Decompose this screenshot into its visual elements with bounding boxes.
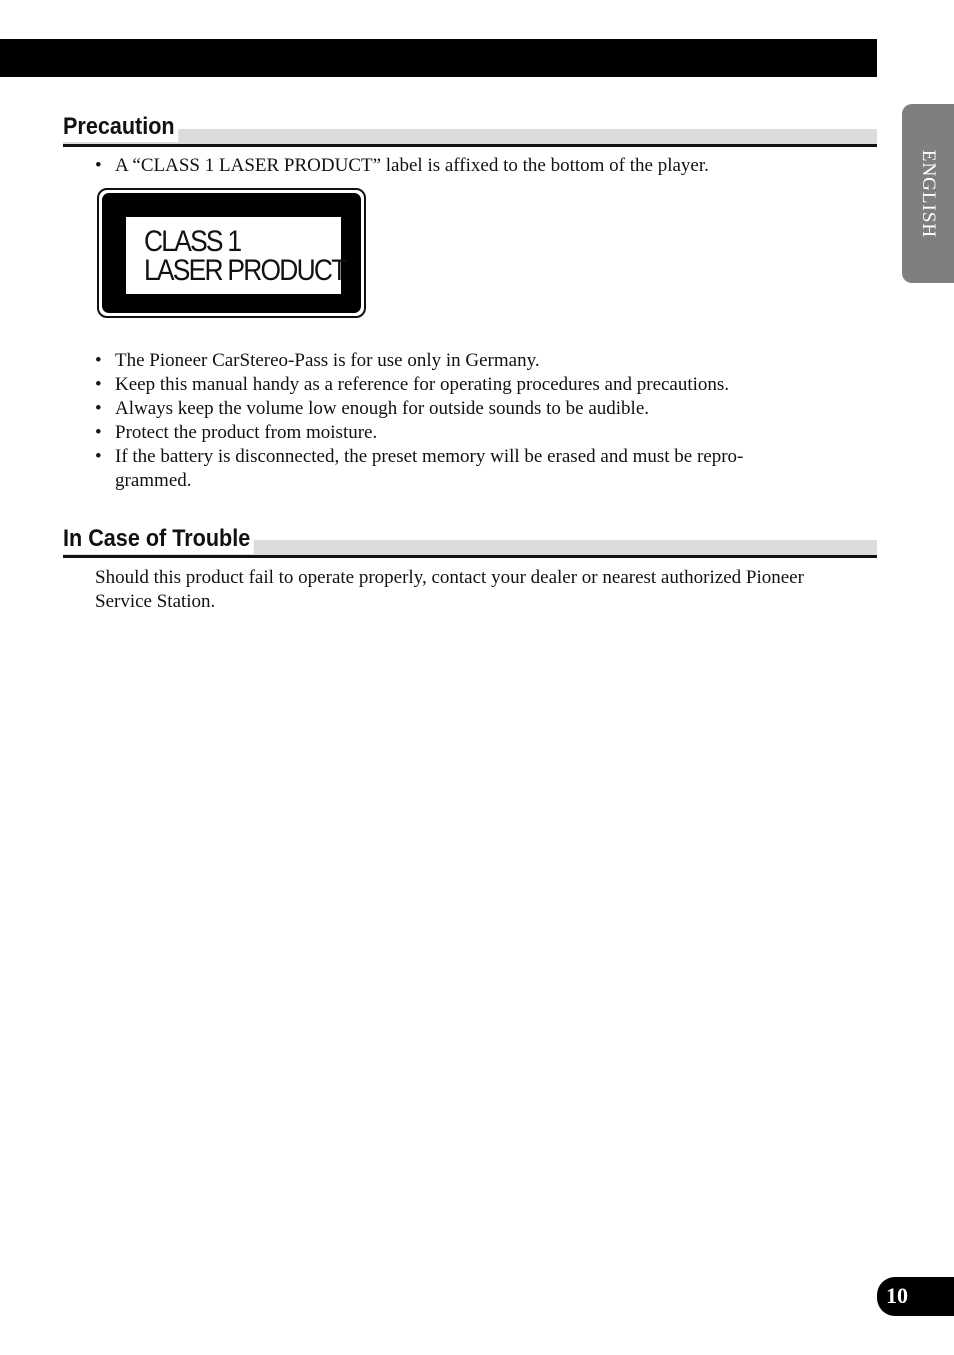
- bullet-symbol: •: [95, 446, 102, 467]
- precaution-heading: Precaution: [63, 112, 178, 142]
- list-item: [95, 397, 815, 421]
- list-item: [95, 373, 815, 397]
- language-tab: [902, 104, 954, 283]
- label-white-panel: [126, 217, 346, 294]
- list-item-text: A “CLASS 1 LASER PRODUCT” label is affixed to the bottom of the player.: [115, 155, 709, 176]
- precaution-first-list: [95, 154, 815, 178]
- label-black-border: [102, 193, 361, 313]
- list-item: [95, 445, 815, 493]
- bullet-symbol: •: [95, 422, 102, 443]
- heading-shade-band: [63, 129, 877, 144]
- heading-rule: [63, 555, 877, 558]
- header-bar: [0, 39, 877, 77]
- label-line-2: LASER PRODUCT: [144, 254, 346, 287]
- list-item-text: The Pioneer CarStereo-Pass is for use only in Germany.: [115, 350, 540, 371]
- list-item-text: If the battery is disconnected, the preset memory will be erased and must be repro-grammed.: [115, 446, 744, 491]
- label-line-1: CLASS 1: [144, 225, 241, 258]
- bullet-symbol: •: [95, 350, 102, 371]
- trouble-paragraph: Should this product fail to operate properly, contact your dealer or nearest authorized Pioneer Service Station.: [95, 567, 804, 612]
- list-item-text: Keep this manual handy as a reference for operating procedures and precautions.: [115, 374, 730, 395]
- precaution-list: [95, 349, 815, 493]
- bullet-symbol: •: [95, 155, 102, 176]
- precaution-section-header: [63, 112, 877, 148]
- page-number-tab: [877, 1277, 954, 1316]
- list-item: [95, 154, 815, 178]
- bullet-symbol: •: [95, 374, 102, 395]
- page-number: 10: [886, 1283, 908, 1308]
- heading-rule: [63, 144, 877, 147]
- list-item-text: Protect the product from moisture.: [115, 422, 378, 443]
- trouble-heading: In Case of Trouble: [63, 524, 254, 554]
- trouble-section-header: [63, 524, 877, 560]
- list-item-text: Always keep the volume low enough for outside sounds to be audible.: [115, 398, 650, 419]
- class-1-laser-product-label: [97, 188, 366, 318]
- bullet-symbol: •: [95, 398, 102, 419]
- language-tab-label: ENGLISH: [918, 149, 939, 238]
- list-item: [95, 349, 815, 373]
- list-item: [95, 421, 815, 445]
